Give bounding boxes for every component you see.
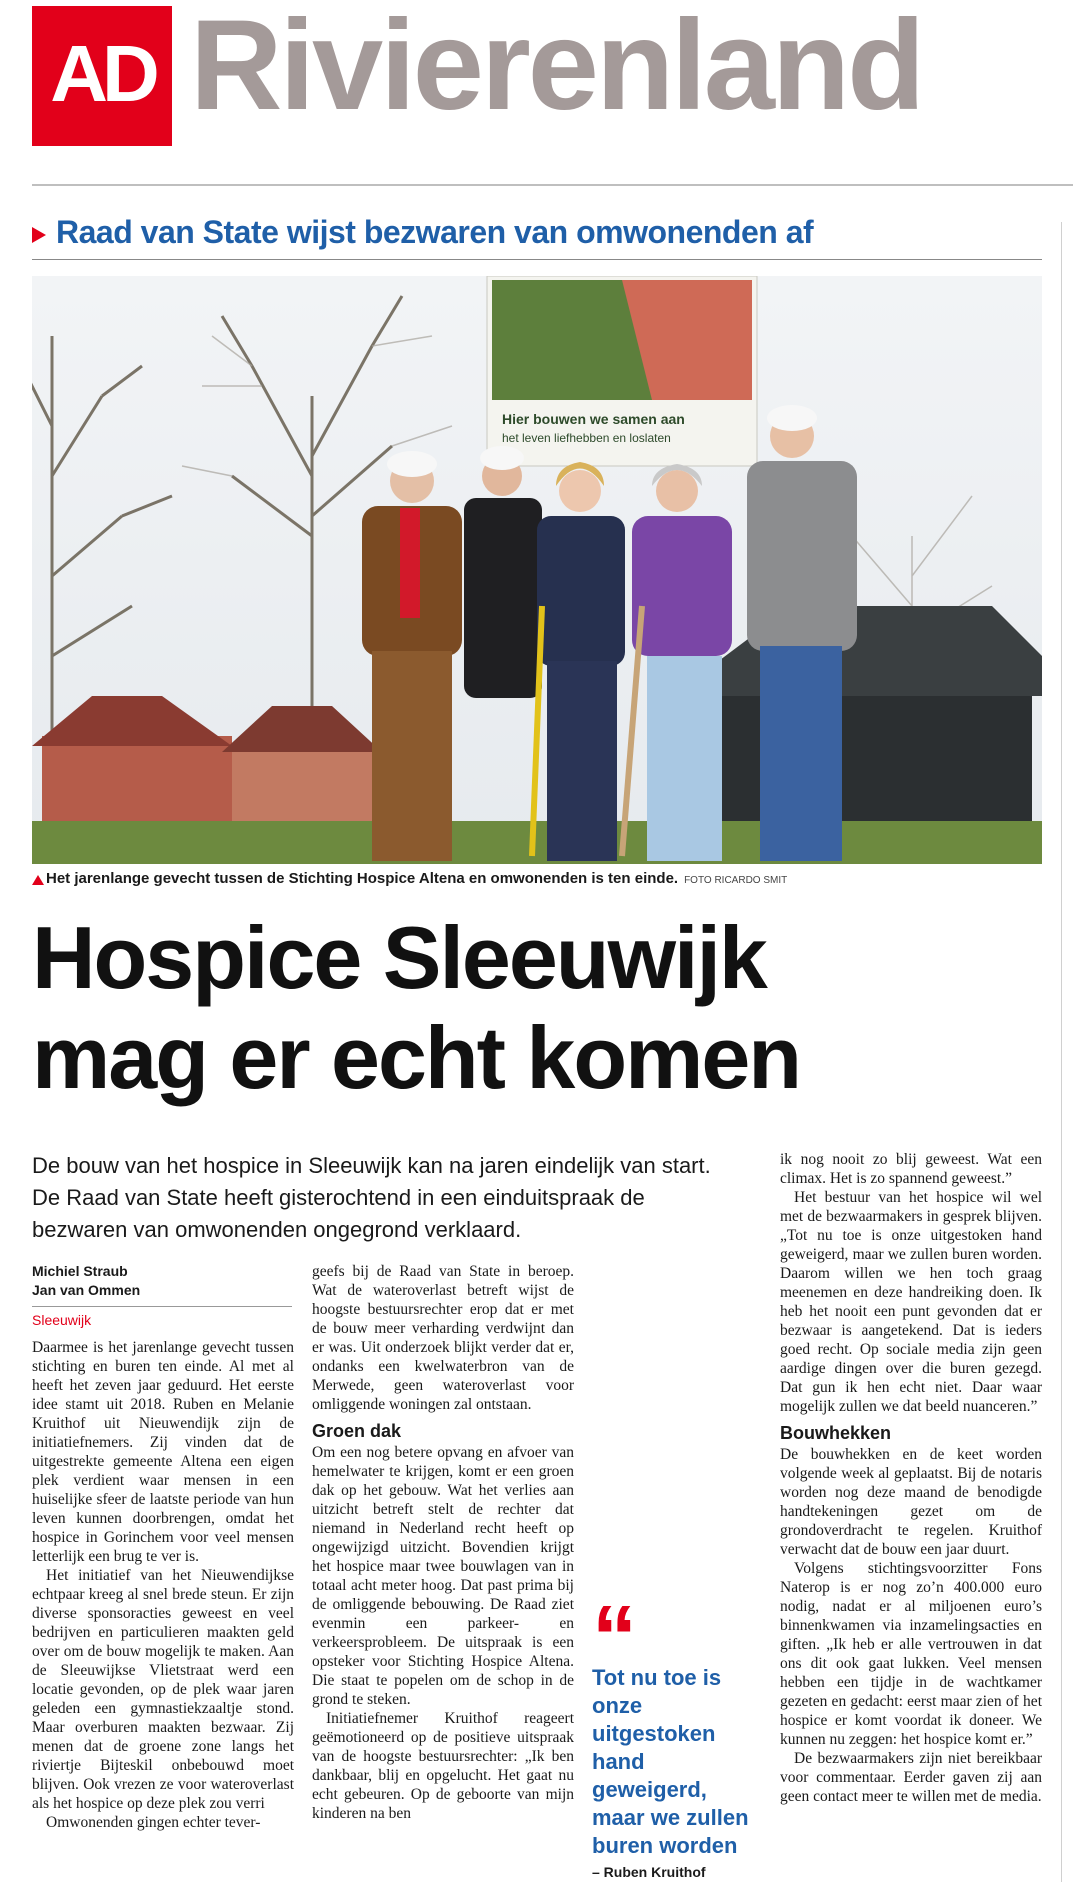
quote-author: – Ruben Kruithof [592, 1864, 706, 1880]
ad-logo[interactable] [32, 6, 172, 146]
paragraph: De bezwaarmakers zijn niet bereikbaar voor commentaar. Eerder gaven zij aan geen contact meer te willen met de media. [780, 1750, 1042, 1805]
paragraph: geefs bij de Raad van State in beroep. Wat de wateroverlast betreft wijst de hoogste bestuursrechter erop dat er met de bouw meer verharding verdwijnt dan er was. Uit onderzoek blijkt verder dat er, ondanks een kwelwaterbron van de Merwede, geen wateroverlast voor omliggende woningen zal ontstaan. [312, 1263, 574, 1413]
caption-body: Het jarenlange gevecht tussen de Stichting Hospice Altena en omwonenden is ten einde. [46, 870, 679, 887]
sign-line2: het leven liefhebben en loslaten [502, 431, 671, 445]
paragraph: Om een nog betere opvang en afvoer van hemelwater te krijgen, komt er een groen dak op het gebouw. Wat het verlies aan uitzicht betreft stelt de rechter dat niemand in Nederland recht heeft op ongewijzigd uitzicht. Bovendien krijgt het hospice maar twee bouwlagen van in totaal acht meter hoog. Dat past prima bij de omliggende bebouwing. De Raad ziet evenmin een parkeer- en verkeersprobleem. De uitspraak is een opsteker voor Stichting Hospice Altena. Die staat te popelen om de schop in de grond te steken. [312, 1444, 574, 1708]
body-column-2 [312, 1262, 574, 1823]
paragraph: Volgens stichtingsvoorzitter Fons Naterop is er nog zo’n 400.000 euro nodig, nadat er al miljoenen euro’s binnenkwamen via inzamelingsacties en giften. „Ik heb er alle vertrouwen in dat ons dit ook gaat lukken. Veel mensen hebben een tijdje in de wachtkamer gezeten en gedacht: eerst maar zien of het hospice er komt voordat ik doneer. We kunnen nu zeggen: het hospice komt er.” [780, 1560, 1042, 1748]
subheading: Groen dak [312, 1421, 402, 1441]
kicker-arrow-icon [32, 227, 46, 243]
paragraph: Daarmee is het jarenlange gevecht tussen stichting en buren ten einde. Al met al heeft het zeven jaar geduurd. Het eerste idee stamt uit 2018. Ruben en Melanie Kruithof uit Nieuwendijk zijn de initiatiefnemers. Zij vinden dat de uitgestrekte gemeente Altena een eigen plek verdient waar mensen in een huiselijke sfeer de laatste periode van hun leven kunnen doorbrengen, omdat het hospice in Gorinchem voor veel mensen letterlijk een brug te ver is. [32, 1339, 294, 1565]
ad-logo-text: AD [50, 29, 154, 118]
quote-text: Tot nu toe is onze uitgestoken hand geweigerd, maar we zullen buren worden [592, 1665, 749, 1858]
kicker-divider [32, 259, 1042, 260]
masthead [32, 0, 1042, 148]
author-name: Jan van Ommen [32, 1282, 141, 1298]
column-edge-rule [1061, 222, 1062, 1882]
photo-credit: FOTO RICARDO SMIT [684, 875, 788, 886]
paragraph: ik nog nooit zo blij geweest. Wat een climax. Het is zo spannend geweest.” [780, 1151, 1042, 1187]
intro-lede [32, 1150, 767, 1246]
intro-line3: bezwaren van omwonenden ongegrond verklaard. [32, 1217, 522, 1242]
headline-line2: mag er echt komen [32, 1008, 801, 1107]
caption-text [46, 870, 787, 887]
byline-divider [32, 1306, 292, 1307]
intro-line1: De bouw van het hospice in Sleeuwijk kan na jaren eindelijk van start. [32, 1153, 711, 1178]
kicker-text: Raad van State wijst bezwaren van omwonenden af [56, 214, 814, 250]
kicker [32, 214, 1042, 258]
caption-triangle-icon [32, 875, 44, 885]
pull-quote [592, 1588, 764, 1880]
dateline-place: Sleeuwijk [32, 1312, 92, 1328]
photo-caption [32, 870, 1042, 890]
paragraph: Initiatiefnemer Kruithof reageert geëmotioneerd op de positieve uitspraak van de hoogste bestuursrechter: „Ik ben dankbaar, blij en opgelucht. Het gaat nu echt gebeuren. Op de geboorte van mijn kinderen na ben [312, 1710, 574, 1822]
subheading: Bouwhekken [780, 1423, 892, 1443]
edition-title: Rivierenland [190, 0, 923, 137]
paragraph: De bouwhekken en de keet worden volgende week al geplaatst. Bij de notaris worden nog deze maand de benodigde handtekeningen gezet om de grondoverdracht te regelen. Kruithof verwacht dat de bouw een jaar duurt. [780, 1446, 1042, 1558]
quote-mark-icon: “ [592, 1588, 631, 1688]
article-photo [32, 276, 1042, 864]
body-column-3 [780, 1150, 1042, 1806]
paragraph: Het bestuur van het hospice wil wel met de bezwaarmakers in gesprek blijven. „Tot nu toe is onze uitgestoken hand geweigerd, maar we zullen buren worden. Daarom willen we hen toch graag meenemen en deze handreiking doen. Ik heb het nooit een punt gevonden dat er bezwaar is aangetekend. Dat is ieders goed recht. Op sociale media zijn geen aardige dingen over die buren gezegd. Dat gun ik hen echt niet. Daar waar mogelijk zullen we dat beeld nuanceren.” [780, 1189, 1042, 1415]
masthead-divider [32, 184, 1073, 186]
paragraph: Het initiatief van het Nieuwendijkse echtpaar kreeg al snel brede steun. Er zijn diverse sponsoracties geweest en veel bedrijven en particulieren maakten geld over om de bouw mogelijk te maken. Aan de Sleeuwijkse Vlietstraat werd een locatie gevonden, op de plek waar jaren geleden een gymnastiekzaaltje stond. Maar overburen maakten bezwaar. Zij menen dat de groene zone langs het riviertje Bijteskil onbebouwd moet blijven. Ook vrezen ze voor wateroverlast als het hospice op deze plek zou verri [32, 1567, 294, 1812]
headline-line1: Hospice Sleeuwijk [32, 908, 766, 1007]
intro-line2: De Raad van State heeft gisterochtend in een einduitspraak de [32, 1185, 645, 1210]
body-column-1 [32, 1338, 294, 1832]
paragraph: Omwonenden gingen echter tever- [46, 1814, 261, 1831]
sign-line1: Hier bouwen we samen aan [502, 411, 685, 427]
headline [32, 908, 1042, 1108]
author-name: Michiel Straub [32, 1263, 128, 1279]
byline [32, 1262, 292, 1329]
